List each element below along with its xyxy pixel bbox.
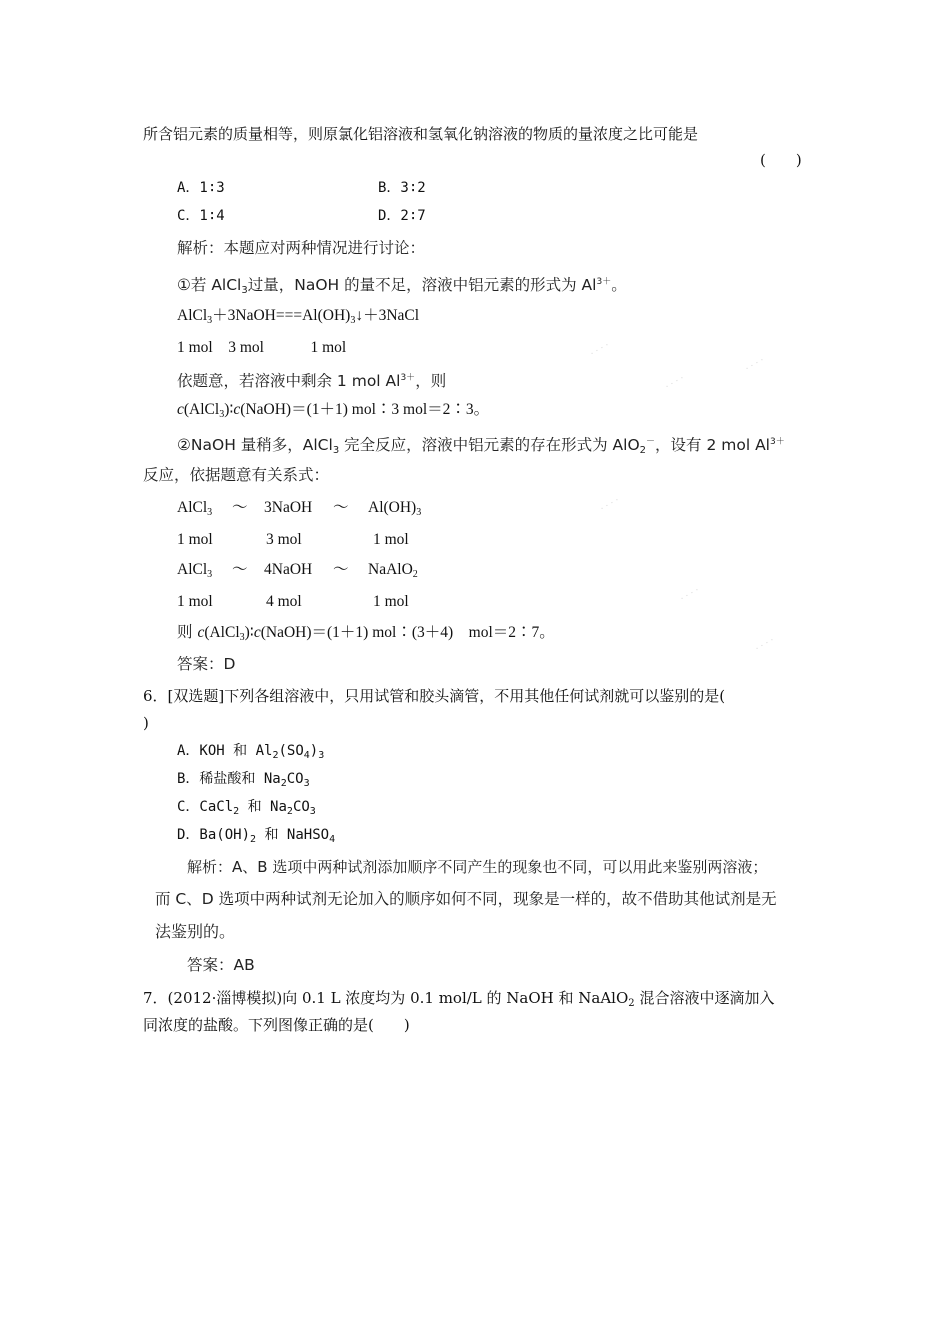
relation-two-b: 4NaOH [264, 561, 313, 578]
relation-one: AlCl$_3$ [177, 499, 213, 518]
relation-two-mol: 4 mol [266, 593, 302, 610]
ratio-two: 则 c(AlCl$_3$)∶c(NaOH)＝(1＋1) mol∶(3＋4) mol＝2∶7。 [177, 623, 555, 643]
relation-one-c: $Al(OH)_3$ [368, 499, 422, 518]
option-c: C．CaCl$_2$ 和 $Na_2CO_3$ [177, 799, 316, 817]
question-stem-cont: ) [143, 714, 149, 732]
tilde: ～ [232, 499, 248, 516]
option-b: B．稀盐酸和 $Na_2CO_3$ [177, 771, 310, 789]
tilde: ～ [333, 499, 349, 516]
relation-two: AlCl$_3$ [177, 561, 213, 580]
tilde: ～ [333, 561, 349, 578]
relation-one-mol: 1 mol [177, 531, 213, 548]
question-stem: 6．[双选题]下列各组溶液中，只用试管和胶头滴管，不用其他任何试剂就可以鉴别的是( [143, 687, 726, 705]
watermark: · · · · [598, 495, 622, 515]
equation-one: $AlCl_3+3NaOH===Al(OH)_3↓+3NaCl$ [177, 307, 420, 326]
option-a: A．1∶3 [177, 180, 225, 196]
relation-two-mol: 1 mol [373, 593, 409, 610]
question-stem-cont: 同浓度的盐酸。下列图像正确的是( ) [143, 1016, 410, 1034]
watermark: · · · · [678, 585, 702, 605]
relation-one-mol: 3 mol [266, 531, 302, 548]
ratio-one: c(AlCl$_3$)∶c(NaOH)＝(1＋1) mol∶3 mol＝2∶3。 [177, 401, 490, 420]
answer-paren: ( ) [760, 151, 802, 169]
analysis-line: 解析：A、B 选项中两种试剂添加顺序不同产生的现象也不同，可以用此来鉴别两溶液； [187, 858, 768, 876]
analysis-line: 法鉴别的。 [155, 922, 236, 941]
analysis-line: 而 C、D 选项中两种试剂无论加入的顺序如何不同，现象是一样的，故不借助其他试剂是无 [155, 890, 777, 908]
watermark: · · · · [663, 373, 687, 393]
case-two: ②NaOH 量稍多，AlCl$_3$ 完全反应，溶液中铝元素的存在形式为 AlO$_2$－，设有 2 mol $Al^{3+}$ [177, 436, 785, 456]
case-two-cont: 反应，依据题意有关系式： [143, 466, 330, 484]
option-d: D．2∶7 [378, 208, 426, 224]
question-stem: 7．(2012·淄博模拟)向 0.1 L 浓度均为 0.1 mol/L 的 NaOH 和 NaAlO$_2$ 混合溶液中逐滴加入 [143, 989, 775, 1009]
watermark: · · · · [753, 635, 777, 655]
option-b: B．3∶2 [378, 180, 426, 196]
option-a: A．KOH 和 $Al_2(SO_4)_3$ [177, 743, 325, 761]
mol-line: 1 mol 3 mol 1 mol [177, 339, 347, 356]
remain-line: 依题意，若溶液中剩余 1 mol $Al^{3+}$，则 [177, 372, 447, 390]
watermark: · · · · [743, 355, 767, 375]
relation-one-mol: 1 mol [373, 531, 409, 548]
tilde: ～ [232, 561, 248, 578]
option-c: C．1∶4 [177, 208, 225, 224]
watermark: · · · · [588, 340, 612, 360]
question-stem: 所含铝元素的质量相等，则原氯化铝溶液和氢氧化钠溶液的物质的量浓度之比可能是 [143, 125, 699, 143]
relation-one-b: 3NaOH [264, 499, 313, 516]
option-d: D．$Ba(OH)_2$ 和 NaHSO$_4$ [177, 827, 336, 845]
relation-two-mol: 1 mol [177, 593, 213, 610]
analysis-title: 解析：本题应对两种情况进行讨论： [177, 239, 426, 257]
relation-two-c: NaAlO$_2$ [368, 561, 418, 580]
answer: 答案：AB [187, 956, 255, 974]
case-one: ①若 AlCl$_3$过量，NaOH 的量不足，溶液中铝元素的形式为 $Al^{3+}$。 [177, 276, 627, 296]
answer: 答案：D [177, 655, 236, 673]
